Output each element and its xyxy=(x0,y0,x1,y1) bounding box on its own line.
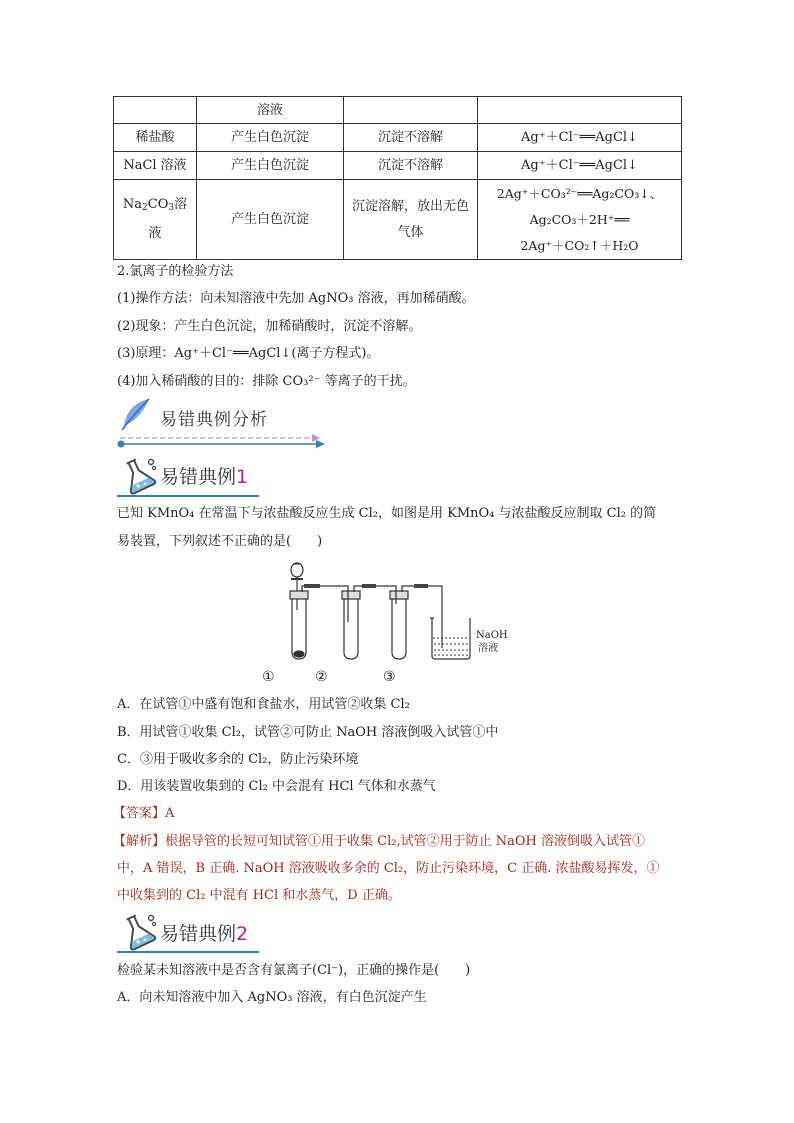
option-b: B．用试管①收集 Cl₂，试管②可防止 NaOH 溶液倒吸入试管①中 xyxy=(117,725,499,740)
naoh-label: NaOH xyxy=(476,630,508,641)
table-cell: 产生白色沉淀 xyxy=(197,124,344,152)
example-number: 1 xyxy=(236,466,249,488)
option-d: D．用该装置收集到的 Cl₂ 中会混有 HCl 气体和水蒸气 xyxy=(117,779,436,794)
table-cell xyxy=(114,180,197,260)
solution-label: 溶液 xyxy=(478,643,498,654)
example-number: 2 xyxy=(236,923,249,945)
option-a: A．向未知溶液中加入 AgNO₃ 溶液，有白色沉淀产生 xyxy=(117,990,427,1005)
method-step: (1)操作方法：向未知溶液中先加 AgNO₃ 溶液，再加稀硝酸。 xyxy=(117,291,475,306)
analysis-line xyxy=(113,832,645,852)
table-cell xyxy=(114,97,197,124)
table-cell: NaCl 溶液 xyxy=(114,152,197,180)
table-cell: 产生白色沉淀 xyxy=(197,152,344,180)
section-title: 易错典例分析 xyxy=(160,410,268,430)
table-cell xyxy=(478,97,682,124)
example-title-text: 易错典例 xyxy=(160,923,237,945)
analysis-text: 根据导管的长短可知试管①用于收集 Cl₂,试管②用于防止 NaOH 溶液倒吸入试管① xyxy=(165,834,645,849)
equation-line: 2Ag⁺＋CO₃²⁻══Ag₂CO₃↓、 xyxy=(496,185,663,201)
table-cell: 溶液 xyxy=(197,97,344,124)
flask-icon xyxy=(118,912,158,950)
subscript: 3 xyxy=(168,203,175,213)
example-title xyxy=(160,462,248,489)
table-cell: 沉淀不溶解 xyxy=(344,124,478,152)
method-step: (4)加入稀硝酸的目的：排除 CO₃²⁻ 等离子的干扰。 xyxy=(117,374,416,389)
table-cell xyxy=(478,180,682,260)
apparatus-diagram xyxy=(262,558,520,685)
feather-icon xyxy=(118,396,154,432)
option-c: C．③用于吸收多余的 Cl₂，防止污染环境 xyxy=(117,752,359,767)
option-a: A．在试管①中盛有饱和食盐水，用试管②收集 Cl₂ xyxy=(117,697,410,712)
analysis-text: 中收集到的 Cl₂ 中混有 HCl 和水蒸气，D 正确。 xyxy=(117,888,401,903)
table-row xyxy=(114,152,682,180)
question-text: 易装置，下列叙述不正确的是( ) xyxy=(117,534,323,549)
table-cell: 产生白色沉淀 xyxy=(197,180,344,260)
tube-label-3: ③ xyxy=(383,669,396,685)
reagent-text: CO xyxy=(147,197,169,212)
reaction-table xyxy=(113,96,682,260)
subscript: 2 xyxy=(142,203,148,213)
reagent-text: 溶液 xyxy=(148,197,188,241)
flask-icon xyxy=(118,456,158,494)
table-cell: 沉淀溶解，放出无色气体 xyxy=(344,180,478,260)
answer-label: 【答案】 xyxy=(113,806,166,821)
example-title xyxy=(160,919,248,946)
example-title-text: 易错典例 xyxy=(160,466,237,488)
method-step: (2)现象：产生白色沉淀，加稀硝酸时，沉淀不溶解。 xyxy=(117,319,422,334)
tube-label-2: ② xyxy=(315,669,328,685)
reagent-text: Na xyxy=(122,197,143,212)
method-step: (3)原理：Ag⁺＋Cl⁻══AgCl↓(离子方程式)。 xyxy=(117,346,380,361)
answer-line xyxy=(113,804,174,824)
analysis-text: 中，A 错误，B 正确. NaOH 溶液吸收多余的 Cl₂，防止污染环境，C 正确. 浓盐酸易挥发，① xyxy=(117,861,660,876)
answer-value: A xyxy=(165,806,175,821)
title-underline xyxy=(117,495,259,497)
method-heading: 2.氯离子的检验方法 xyxy=(117,264,234,279)
analysis-label: 【解析】 xyxy=(113,834,166,849)
table-cell: Ag⁺＋Cl⁻══AgCl↓ xyxy=(478,124,682,152)
question-text: 已知 KMnO₄ 在常温下与浓盐酸反应生成 Cl₂，如图是用 KMnO₄ 与浓盐酸反应制取 Cl₂ 的简 xyxy=(117,506,657,521)
table-row xyxy=(114,97,682,124)
table-cell xyxy=(344,97,478,124)
table-cell: 稀盐酸 xyxy=(114,124,197,152)
table-row xyxy=(114,124,682,152)
table-row xyxy=(114,180,682,260)
equation-line: Ag₂CO₃＋2H⁺══ xyxy=(529,211,630,227)
question-text: 检验某未知溶液中是否含有氯离子(Cl⁻)，正确的操作是( ) xyxy=(117,963,471,978)
tube-label-1: ① xyxy=(262,669,275,685)
table-cell: 沉淀不溶解 xyxy=(344,152,478,180)
section-divider xyxy=(116,433,328,449)
table-cell: Ag⁺＋Cl⁻══AgCl↓ xyxy=(478,152,682,180)
equation-line: 2Ag⁺＋CO₂↑＋H₂O xyxy=(520,237,639,253)
title-underline xyxy=(117,951,259,953)
